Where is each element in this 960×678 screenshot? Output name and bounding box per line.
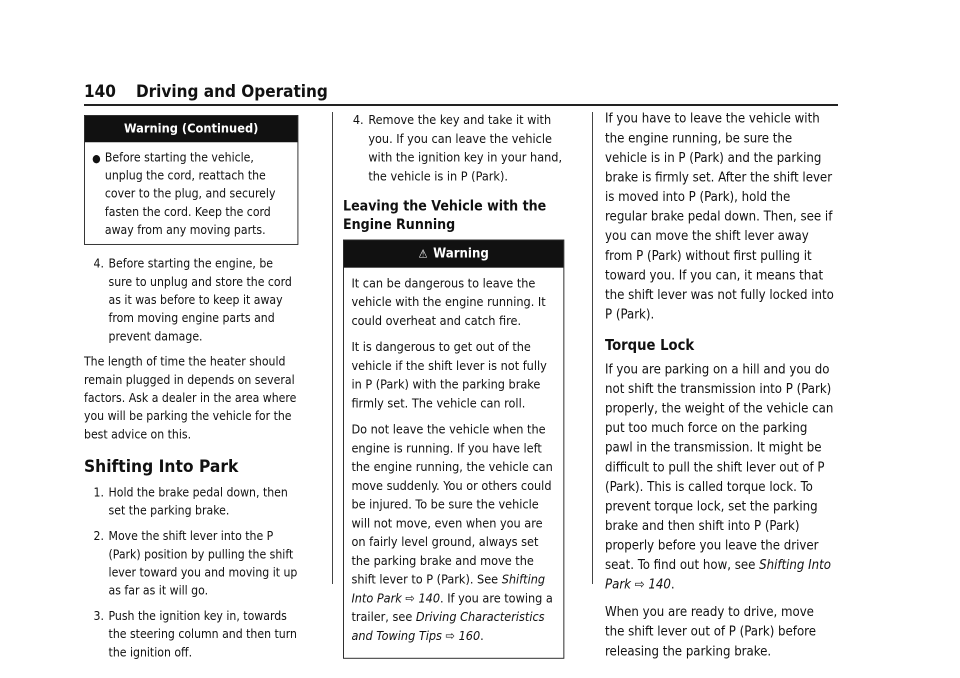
header-rule bbox=[84, 104, 838, 106]
cross-reference-link[interactable]: Driving Characteristics and Towing Tips bbox=[351, 610, 545, 644]
paragraph: If you are parking on a hill and you do not shift the transmission into P (Park) properly, the weight of the vehicle can put too much force on the parking pawl in the transmission. It might be difficult to pull the shift lever out of P (Park). This is called torque lock. To prevent torque lock, set the parking brake and then shift into P (Park) properly before you leave the driver seat. To find out how, see Shifting Into Park ⇨ 140. bbox=[605, 362, 834, 593]
paragraph: When you are ready to drive, move the shift lever out of P (Park) before releasing the parking brake. bbox=[605, 605, 816, 660]
column-divider bbox=[332, 112, 333, 584]
warning-header bbox=[344, 240, 563, 267]
warning-bullet-text: Before starting the vehicle, unplug the cord, reattach the cover to the plug, and securely fasten the cord. Keep the cord away from any moving parts. bbox=[104, 151, 276, 238]
page-ref-icon: ⇨ bbox=[405, 592, 415, 607]
page-ref-icon: ⇨ bbox=[634, 577, 645, 593]
bullet-icon: ● bbox=[92, 152, 101, 165]
step-number: 1. bbox=[93, 486, 104, 501]
warning-paragraph: It can be dangerous to leave the vehicle with the engine running. It could overheat and catch fire. bbox=[351, 277, 546, 329]
warning-title: Warning bbox=[433, 246, 489, 262]
page-ref-icon: ⇨ bbox=[445, 629, 456, 644]
step-text: Push the ignition key in, towards the steering column and then turn the ignition off. bbox=[108, 610, 297, 661]
step-text: Move the shift lever into the P (Park) position by pulling the shift lever toward you and moving it up as far as it will go. bbox=[108, 530, 298, 599]
warning-box bbox=[343, 240, 564, 659]
list-item bbox=[84, 256, 298, 347]
paragraph: The length of time the heater should remain plugged in depends on several factors. Ask a dealer in the area where you will be parking the vehicle for the best advice on this. bbox=[84, 355, 297, 443]
section-heading: Torque Lock bbox=[605, 336, 695, 354]
warning-title: Warning (Continued) bbox=[85, 116, 298, 142]
page-reference[interactable]: 140 bbox=[418, 592, 441, 607]
section-heading: Leaving the Vehicle with the Engine Running bbox=[343, 197, 547, 233]
step-text: Remove the key and take it with you. If you can leave the vehicle with the ignition key in your hand, the vehicle is in P (Park). bbox=[368, 113, 563, 185]
step-text: Hold the brake pedal down, then set the parking brake. bbox=[108, 486, 288, 519]
section-title: Driving and Operating bbox=[135, 82, 328, 102]
warning-paragraph: It is dangerous to get out of the vehicle if the shift lever is not fully in P (Park) with the parking brake firmly set. The vehicle can roll. bbox=[351, 340, 547, 412]
warning-triangle-icon: ⚠ bbox=[418, 247, 428, 261]
step-number: 4. bbox=[352, 113, 364, 128]
column-3 bbox=[605, 110, 834, 670]
column-2 bbox=[343, 112, 564, 670]
step-number: 3. bbox=[93, 610, 104, 624]
list-item bbox=[84, 528, 298, 601]
page-reference[interactable]: 160 bbox=[458, 629, 481, 644]
list-item bbox=[84, 485, 298, 521]
warning-continued-box bbox=[84, 115, 298, 245]
cross-reference-link[interactable]: Shifting Into Park bbox=[605, 558, 831, 593]
warning-paragraph: Do not leave the vehicle when the engine is running. If you have left the engine running, the vehicle can move suddenly. You or others could be injured. To be sure the vehicle will not move, even when you are on fairly level ground, always set the parking brake and move the shift lever to P (Park). See Shifting Into Park ⇨ 140. If you are towing a trailer, see Driving Characteristics and Towing Tips ⇨ 160. bbox=[351, 423, 553, 644]
page-header bbox=[84, 82, 328, 102]
column-1 bbox=[84, 115, 298, 670]
page-number: 140 bbox=[84, 82, 116, 102]
list-item bbox=[343, 112, 564, 187]
step-text: Before starting the engine, be sure to unplug and store the cord as it was before to keep it away from moving engine parts and prevent damage. bbox=[108, 257, 292, 344]
step-number: 2. bbox=[93, 530, 104, 544]
column-divider bbox=[592, 112, 593, 584]
warning-bullet bbox=[92, 150, 290, 241]
cross-reference-link[interactable]: Shifting Into Park bbox=[351, 573, 546, 607]
step-number: 4. bbox=[93, 257, 104, 272]
list-item bbox=[84, 608, 298, 663]
page-reference[interactable]: 140 bbox=[648, 577, 671, 593]
paragraph: If you have to leave the vehicle with the engine running, be sure the vehicle is in P (Park) and the parking brake is firmly set. After the shift lever is moved into P (Park), hold the regular brake pedal down. Then, see if you can move the shift lever away from P (Park) without first pulling it toward you. If you can, it means that the shift lever was not fully locked into P (Park). bbox=[605, 111, 834, 323]
section-heading: Shifting Into Park bbox=[84, 456, 239, 477]
